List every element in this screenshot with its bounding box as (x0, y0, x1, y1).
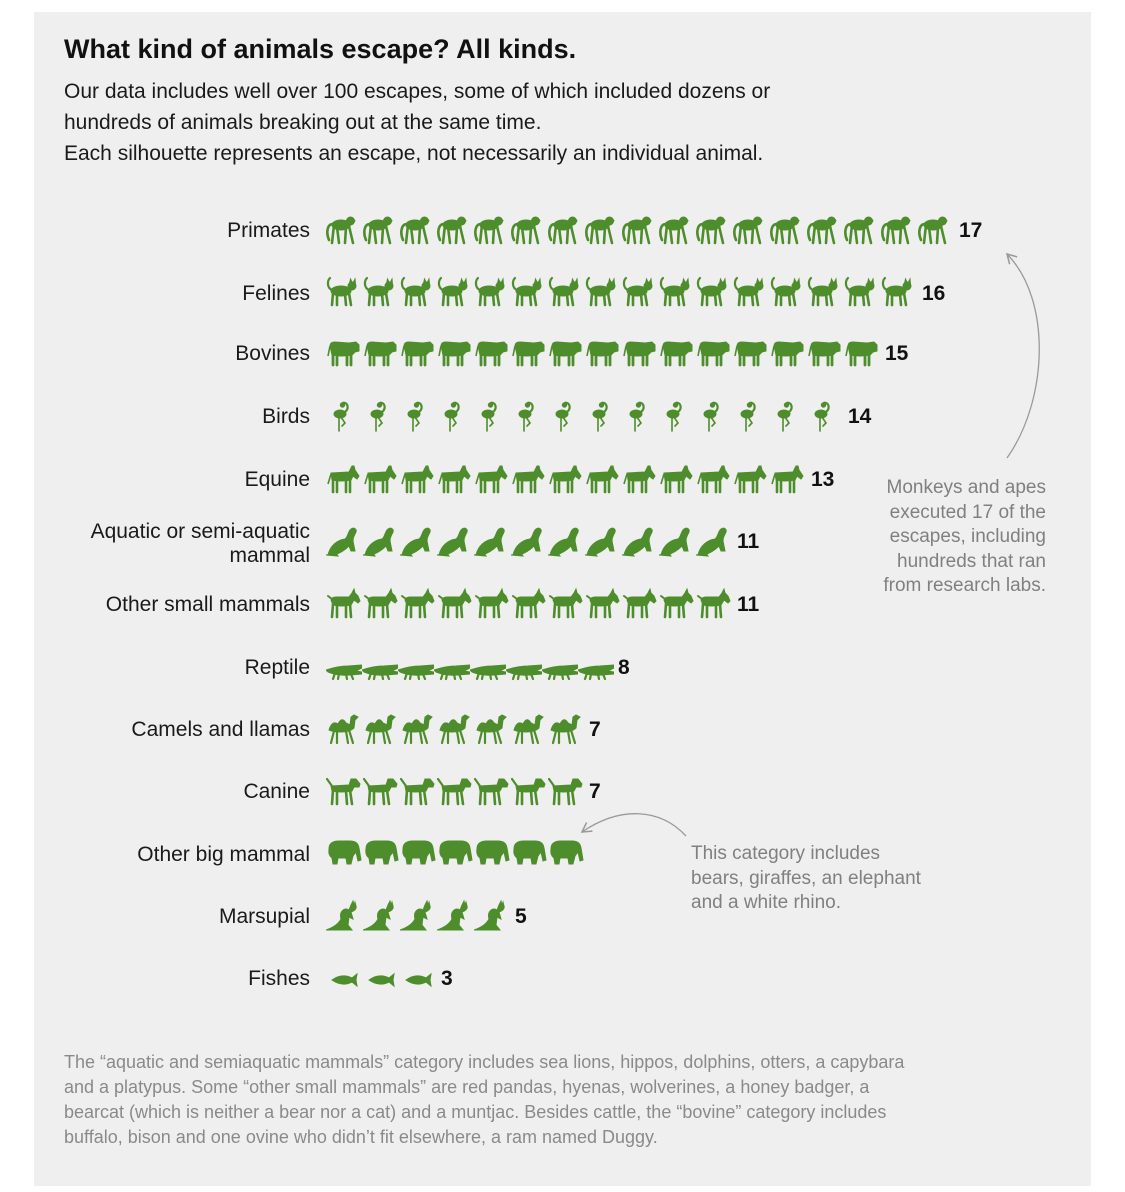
count-label: 13 (811, 468, 835, 491)
footnote-line-2: and a platypus. Some “other small mammals” are red pandas, hyenas, wolverines, a honey badger, a (64, 1077, 870, 1097)
category-label-line: Canine (243, 780, 310, 803)
count-label: 7 (589, 780, 601, 803)
annotation-line: This category includes (691, 843, 881, 864)
count-label: 5 (515, 905, 527, 928)
count-label: 16 (922, 282, 946, 305)
category-label-line: Birds (262, 405, 310, 428)
count-label: 3 (441, 967, 453, 990)
count-label: 11 (737, 593, 760, 616)
category-label-line: Fishes (248, 967, 310, 990)
annotation-line: bears, giraffes, an elephant (691, 867, 921, 889)
footnote-line-3: bearcat (which is neither a bear nor a cat) and a muntjac. Besides cattle, the “bovine” category includes (64, 1102, 887, 1122)
footnote-line-4: buffalo, bison and one ovine who didn’t fit elsewhere, a ram named Duggy. (64, 1127, 658, 1147)
category-label-line: Reptile (244, 656, 310, 679)
big-mammal-note-arrow (582, 814, 686, 836)
subtitle-line-1: Our data includes well over 100 escapes, some of which included dozens or (64, 80, 771, 103)
category-label-line: Marsupial (218, 905, 310, 928)
subtitle-line-3: Each silhouette represents an escape, not necessarily an individual animal. (64, 142, 764, 165)
big-mammal-annotation (691, 842, 921, 916)
category-label-line: Equine (244, 468, 310, 491)
annotation-line: hundreds that ran (897, 550, 1046, 572)
category-label-line: Primates (227, 219, 310, 242)
annotation-line: executed 17 of the (889, 501, 1046, 523)
annotation-line: and a white rhino. (691, 892, 841, 913)
chart-title: What kind of animals escape? All kinds. (64, 34, 577, 64)
annotation-line: from research labs. (883, 575, 1046, 596)
category-label-line: Camels and llamas (131, 718, 310, 741)
count-label: 11 (737, 530, 760, 553)
category-label-line: Bovines (235, 342, 310, 365)
category-label-line: Felines (242, 282, 310, 305)
count-label: 7 (589, 718, 601, 741)
count-label: 8 (618, 656, 630, 679)
category-label-line: Other big mammal (137, 843, 310, 866)
annotation-line: escapes, including (889, 526, 1046, 547)
annotation-line: Monkeys and apes (886, 477, 1046, 498)
footnote-line-1: The “aquatic and semiaquatic mammals” category includes sea lions, hippos, dolphins, otters, a capybara (64, 1052, 905, 1072)
subtitle-line-2: hundreds of animals breaking out at the same time. (64, 111, 542, 134)
count-label: 17 (959, 219, 983, 242)
primates-annotation (860, 476, 1046, 599)
count-label: 15 (885, 342, 909, 365)
category-label-line: Other small mammals (105, 593, 310, 616)
category-label-line: mammal (229, 544, 310, 567)
primates-note-arrow (1007, 254, 1039, 458)
count-label: 14 (848, 405, 872, 428)
category-label-line: Aquatic or semi-aquatic (90, 520, 310, 543)
